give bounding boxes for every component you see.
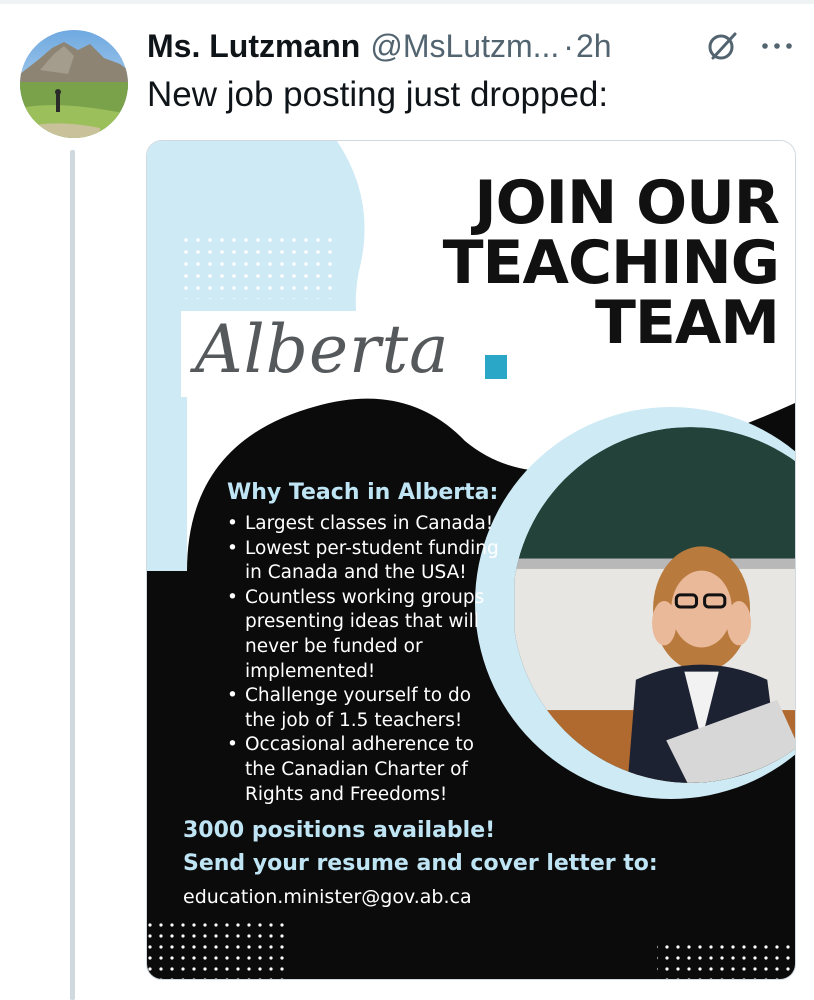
why-teach-heading: Why Teach in Alberta: [227, 480, 499, 505]
teacher-stressed-at-laptop-photo [497, 407, 795, 801]
post-text: New job posting just dropped: [147, 75, 609, 114]
list-item: • Occasional adherence to the Canadian Charter of Rights and Freedoms! [225, 733, 499, 807]
author-avatar[interactable] [20, 30, 128, 138]
list-item: • Lowest per-student funding in Canada and the USA! [225, 537, 499, 586]
alberta-logo [181, 311, 511, 397]
post-timestamp[interactable]: 2h [575, 27, 612, 64]
list-item: • Challenge yourself to do the job of 1.5 teachers! [225, 684, 499, 733]
list-item: • Largest classes in Canada! [225, 512, 499, 537]
list-item: • Countless working groups presenting ideas that will never be funded or implemented! [225, 586, 499, 684]
headline-line-1: JOIN OUR [474, 168, 779, 238]
alberta-logo-text: Alberta [195, 311, 450, 388]
post-image[interactable] [146, 140, 796, 980]
thread-line [70, 150, 75, 1000]
headline-line-2: TEACHING [442, 228, 779, 298]
more-options-icon[interactable] [760, 34, 794, 58]
headline-line-3: TEAM [594, 288, 779, 358]
mountain-landscape-avatar-icon [20, 30, 128, 138]
reasons-list [225, 512, 499, 807]
author-name[interactable]: Ms. Lutzmann [147, 27, 361, 64]
grok-icon[interactable] [705, 28, 741, 64]
top-divider [0, 0, 814, 4]
logo-square-icon [485, 355, 507, 379]
send-resume-line: Send your resume and cover letter to: [183, 851, 658, 876]
header-separator: · [563, 27, 574, 64]
author-handle[interactable]: @MsLutzm... [370, 27, 560, 64]
contact-email: education.minister@gov.ab.ca [183, 886, 472, 908]
positions-available: 3000 positions available! [183, 818, 496, 843]
post-header [147, 28, 612, 64]
